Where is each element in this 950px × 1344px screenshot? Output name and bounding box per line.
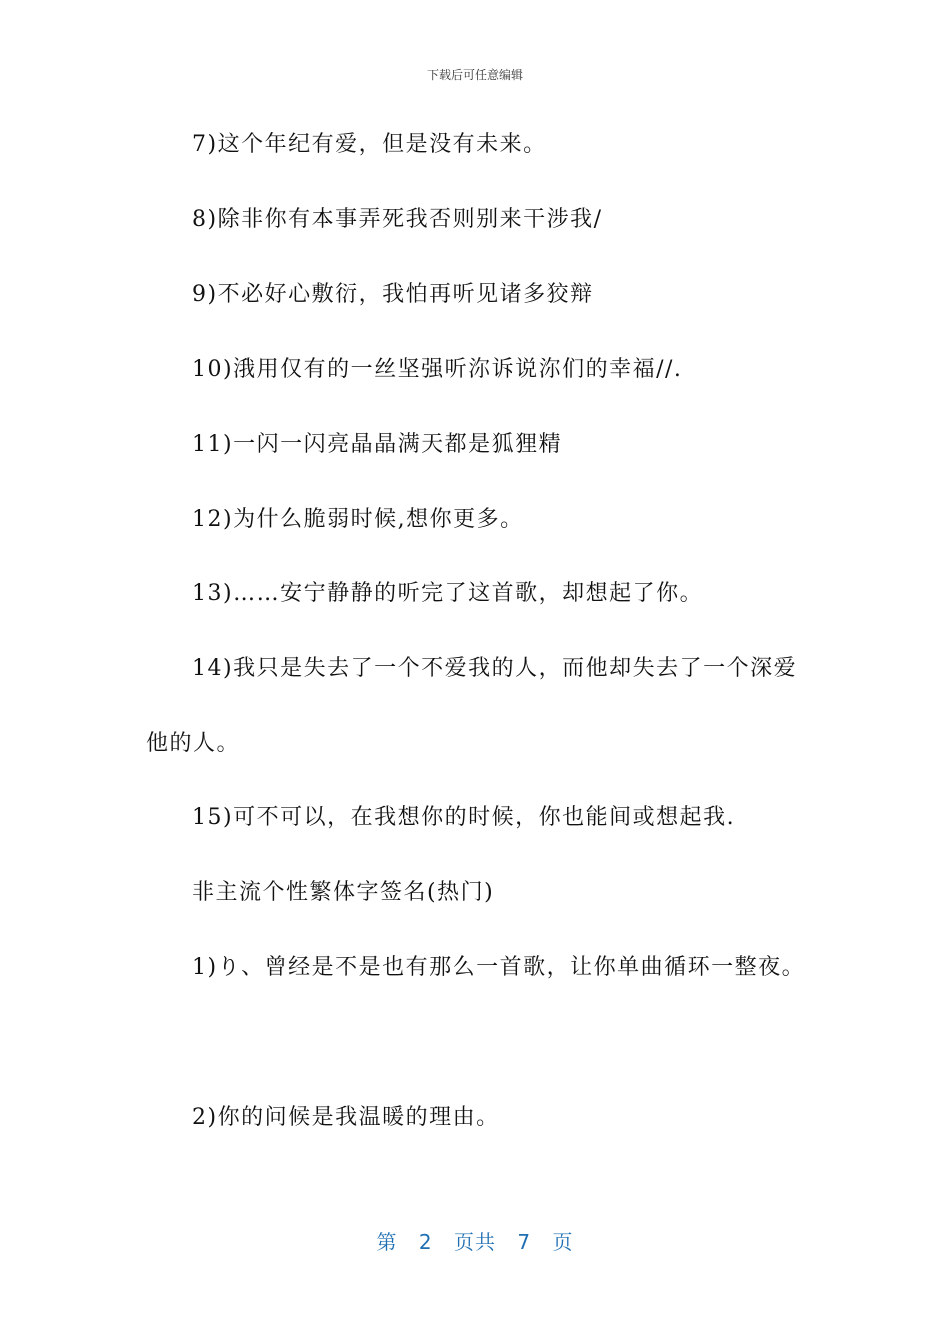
footer-middle: 页共 xyxy=(454,1230,496,1254)
footer-current-page: 2 xyxy=(418,1230,433,1254)
footer-suffix: 页 xyxy=(552,1230,574,1254)
text-line-4: 10)涐用仅有的一丝坚强听沵诉说沵们的幸福//. xyxy=(192,357,683,382)
text-line-1: 7)这个年纪有爱，但是没有未来。 xyxy=(192,132,547,157)
page-header: 下载后可任意编辑 xyxy=(426,68,523,82)
footer-prefix: 第 xyxy=(376,1230,398,1254)
footer-total-pages: 7 xyxy=(517,1230,532,1254)
text-line-6: 12)为什么脆弱时候,想你更多。 xyxy=(192,507,524,532)
text-line-10: 15)可不可以，在我想你的时候，你也能间或想起我. xyxy=(192,805,736,830)
text-line-11: 1)り、曾经是不是也有那么一首歌，让你单曲循环一整夜。 xyxy=(192,955,806,980)
page-footer xyxy=(0,1226,950,1255)
text-line-5: 11)一闪一闪亮晶晶满天都是狐狸精 xyxy=(192,432,563,457)
text-line-2: 8)除非你有本事弄死我否则别来干涉我/ xyxy=(192,207,603,232)
text-line-3: 9)不必好心敷衍，我怕再听见诸多狡辩 xyxy=(192,282,594,307)
section-heading: 非主流个性繁体字签名(热门) xyxy=(192,880,495,905)
text-line-8: 14)我只是失去了一个不爱我的人，而他却失去了一个深爱 xyxy=(192,656,798,681)
text-line-9: 他的人。 xyxy=(146,731,241,756)
text-line-7: 13)……安宁静静的听完了这首歌，却想起了你。 xyxy=(192,581,704,606)
text-line-12: 2)你的问候是我温暖的理由。 xyxy=(192,1105,500,1130)
